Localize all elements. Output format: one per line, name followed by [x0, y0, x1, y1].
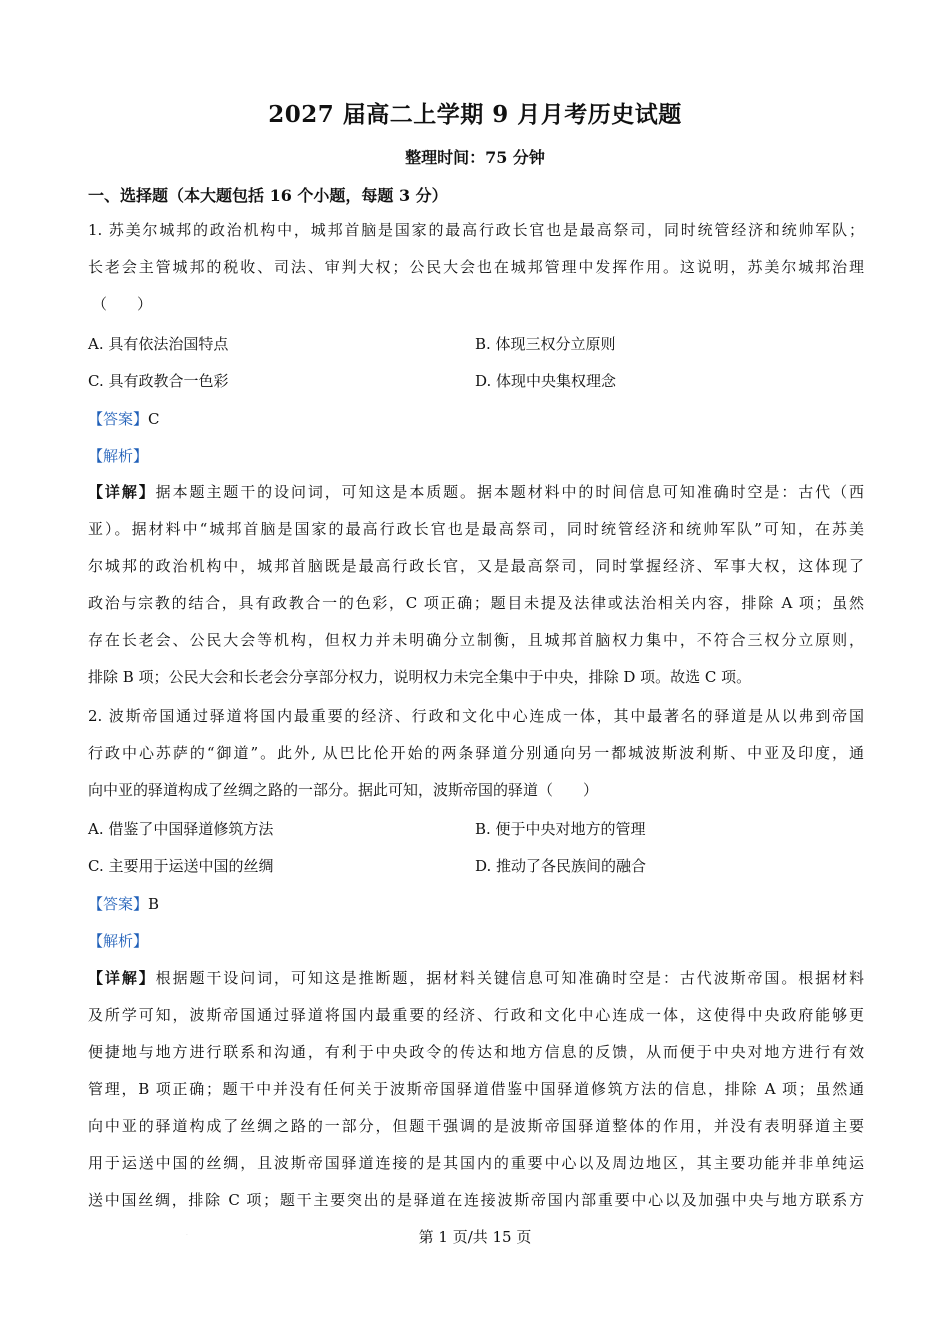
question-2-option-a: A. 借鉴了中国驿道修筑方法: [88, 820, 274, 838]
detail-line: 尔城邦的政治机构中，城邦首脑既是最高行政长官，又是最高祭司，同时掌握经济、军事大权，这体现了: [88, 557, 864, 575]
detail-line: 亚）。据材料中“城邦首脑是国家的最高行政长官也是最高祭司，同时统管经济和统帅军队”可知，在苏美: [88, 520, 864, 538]
question-2-answer: [88, 893, 159, 914]
question-1-option-a: A. 具有依法治国特点: [88, 335, 229, 353]
page-number: 第 1 页/共 15 页: [418, 1228, 532, 1246]
question-2-option-d: D. 推动了各民族间的融合: [475, 857, 647, 875]
question-1-line: 长老会主管城邦的税收、司法、审判大权；公民大会也在城邦管理中发挥作用。这说明，苏美尔城邦治理: [88, 258, 864, 276]
question-2-line: 行政中心苏萨的“御道”。此外, 从巴比伦开始的两条驿道分别通向另一都城波斯波利斯、中亚及印度，通: [88, 744, 864, 762]
detail-line: 及所学可知，波斯帝国通过驿道将国内最重要的经济、行政和文化中心连成一体，这使得中央政府能够更: [88, 1006, 864, 1024]
question-1-option-c: C. 具有政教合一色彩: [88, 372, 229, 390]
question-2-analysis-tag: 【解析】: [88, 932, 149, 950]
detail-line: 政治与宗教的结合，具有政教合一的色彩，C 项正确；题目未提及法律或法治相关内容，排除 A 项；虽然: [88, 594, 864, 612]
question-2-option-c: C. 主要用于运送中国的丝绸: [88, 857, 274, 875]
answer-tag: 【答案】: [88, 895, 149, 913]
detail-label: 【详解】: [88, 969, 156, 987]
detail-line: [88, 474, 864, 511]
question-2-line: 向中亚的驿道构成了丝绸之路的一部分。据此可知，波斯帝国的驿道（ ）: [88, 781, 599, 799]
question-1-line: （ ）: [92, 295, 153, 313]
detail-line: 管理，B 项正确；题干中并没有任何关于波斯帝国驿道借鉴中国驿道修筑方法的信息，排除 A 项；虽然通: [88, 1080, 864, 1098]
page-title: 2027 届高二上学期 9 月月考历史试题: [268, 101, 682, 128]
question-2-line: 2. 波斯帝国通过驿道将国内最重要的经济、行政和文化中心连成一体，其中最著名的驿道是从以弗到帝国: [88, 707, 864, 725]
detail-text: 根据题干设问词，可知这是推断题，据材料关键信息可知准确时空是：古代波斯帝国。根据材料: [155, 969, 864, 987]
question-1-option-d: D. 体现中央集权理念: [475, 372, 617, 390]
detail-line: 用于运送中国的丝绸，且波斯帝国驿道连接的是其国内的重要中心以及周边地区，其主要功能并非单纯运: [88, 1154, 864, 1172]
question-1-option-b: B. 体现三权分立原则: [475, 335, 616, 353]
detail-label: 【详解】: [88, 483, 156, 501]
footer-mark: ．: [186, 1230, 193, 1237]
question-2-detail: [88, 960, 864, 1219]
exam-duration: 整理时间：75 分钟: [405, 148, 545, 167]
question-2-stem: [88, 698, 864, 809]
section-heading: 一、选择题（本大题包括 16 个小题，每题 3 分）: [88, 186, 448, 205]
question-1-line: 1. 苏美尔城邦的政治机构中，城邦首脑是国家的最高行政长官也是最高祭司，同时统管经济和统帅军队；: [88, 221, 864, 239]
detail-line: 便捷地与地方进行联系和沟通，有利于中央政令的传达和地方信息的反馈，从而便于中央对地方进行有效: [88, 1043, 864, 1061]
answer-value: C: [148, 410, 160, 428]
question-1-answer: [88, 408, 160, 429]
question-1-detail: [88, 474, 864, 696]
detail-line: 排除 B 项；公民大会和长老会分享部分权力，说明权力未完全集中于中央，排除 D 项。故选 C 项。: [88, 668, 752, 686]
detail-text: 据本题主题干的设问词，可知这是本质题。据本题材料中的时间信息可知准确时空是：古代（西: [155, 483, 864, 501]
detail-line: 存在长老会、公民大会等机构，但权力并未明确分立制衡，且城邦首脑权力集中，不符合三权分立原则，: [88, 631, 864, 649]
question-1-stem: [88, 212, 864, 323]
detail-line: 向中亚的驿道构成了丝绸之路的一部分，但题干强调的是波斯帝国驿道整体的作用，并没有表明驿道主要: [88, 1117, 864, 1135]
answer-value: B: [148, 895, 160, 913]
detail-line: [88, 960, 864, 997]
detail-line: 送中国丝绸，排除 C 项；题干主要突出的是驿道在连接波斯帝国内部重要中心以及加强中央与地方联系方: [88, 1191, 864, 1209]
answer-tag: 【答案】: [88, 410, 149, 428]
question-2-option-b: B. 便于中央对地方的管理: [475, 820, 646, 838]
question-1-analysis-tag: 【解析】: [88, 447, 149, 465]
